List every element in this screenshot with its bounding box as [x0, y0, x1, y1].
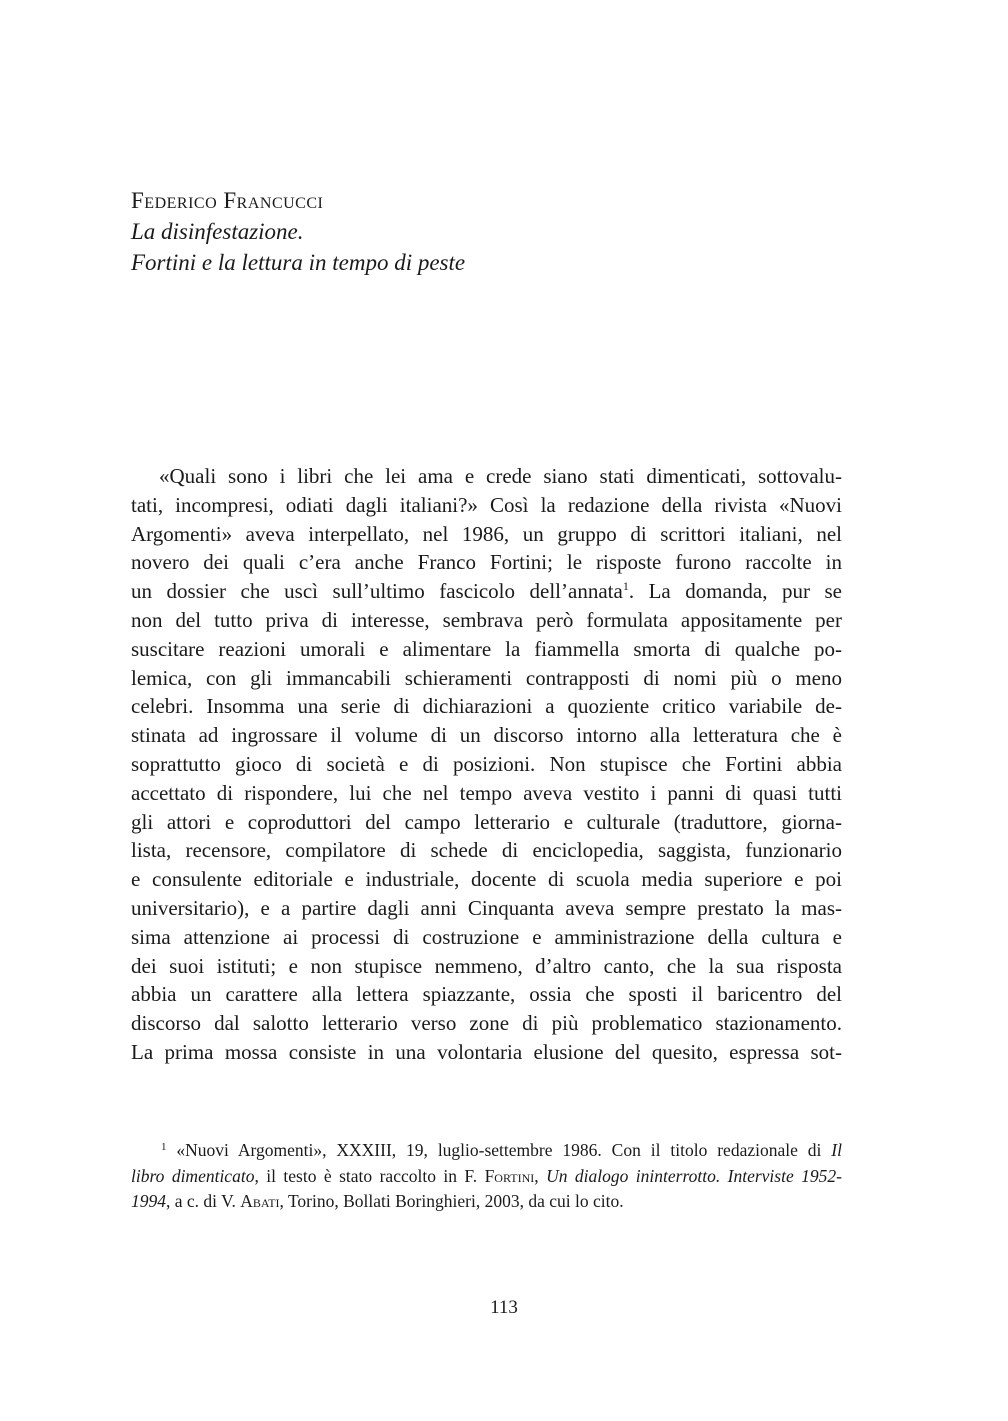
text-line: accettato di rispondere, lui che nel tempo aveva vestito i panni di quasi tutti: [131, 780, 842, 805]
footnote-line: [131, 1138, 842, 1164]
footnote-mark: 1: [161, 1141, 167, 1153]
text-line: tati, incompresi, odiati dagli italiani?» Così la redazione della rivista «Nuovi: [131, 492, 842, 517]
text-segment: , a c. di V.: [166, 1191, 241, 1211]
text-line: «Quali sono i libri che lei ama e crede siano stati dimenticati, sottovalu-: [159, 464, 842, 488]
article-title: La disinfestazione.: [131, 219, 304, 244]
text-segment: 1994: [131, 1191, 166, 1211]
footnote-line: [131, 1189, 842, 1215]
footnote: [131, 1138, 842, 1215]
text-line: stinata ad ingrossare il volume di un discorso intorno alla letteratura che è: [131, 723, 842, 748]
text-segment: «Nuovi Argomenti», XXXIII, 19, luglio-settembre 1986. Con il titolo redazionale di: [176, 1140, 832, 1160]
author-name: Federico Francucci: [131, 188, 324, 213]
text-line: lista, recensore, compilatore di schede di enciclopedia, saggista, funzionario: [131, 838, 842, 863]
text-line: e consulente editoriale e industriale, docente di scuola media superiore e poi: [131, 867, 842, 892]
text-line: [131, 577, 842, 606]
footnote-line: [131, 1164, 842, 1190]
text-line: La prima mossa consiste in una volontaria elusione del quesito, espressa sot-: [131, 1039, 842, 1064]
text-line: gli attori e coproduttori del campo letterario e culturale (traduttore, giorna-: [131, 809, 842, 834]
text-line: soprattutto gioco di società e di posizioni. Non stupisce che Fortini abbia: [131, 751, 842, 776]
text-line: dei suoi istituti; e non stupisce nemmeno, d’altro canto, che la sua risposta: [131, 953, 842, 978]
text-line: discorso dal salotto letterario verso zone di più problematico stazionamento.: [131, 1011, 842, 1036]
text-segment: Un dialogo ininterrotto. Interviste 1952-: [546, 1165, 842, 1186]
text-segment: ,: [534, 1165, 547, 1186]
text-line: universitario), e a partire dagli anni Cinquanta aveva sempre prestato la mas-: [131, 895, 842, 920]
article-header: [131, 186, 831, 278]
body-paragraph: [131, 462, 842, 1067]
text-line: novero dei quali c’era anche Franco Fortini; le risposte furono raccolte in: [131, 550, 842, 575]
text-segment: . La domanda, pur se: [628, 579, 842, 604]
text-line: lemica, con gli immancabili schieramenti contrapposti di nomi più o meno: [131, 665, 842, 690]
text-segment: libro dimenticato: [131, 1165, 255, 1186]
footnote-reference[interactable]: 1: [622, 579, 629, 594]
text-line: celebri. Insomma una serie di dichiarazioni a quoziente critico variabile de-: [131, 694, 842, 719]
text-line: suscitare reazioni umorali e alimentare la fiammella smorta di qualche po-: [131, 636, 842, 661]
text-line: abbia un carattere alla lettera spiazzante, ossia che sposti il baricentro del: [131, 982, 842, 1007]
text-segment: un dossier che uscì sull’ultimo fascicolo dell’annata: [131, 579, 623, 604]
text-segment: , il testo è stato raccolto in F.: [254, 1165, 485, 1186]
article-subtitle: Fortini e la lettura in tempo di peste: [131, 250, 466, 275]
text-line: non del tutto priva di interesse, sembrava però formulata appositamente per: [131, 607, 842, 632]
text-segment: Fortini: [484, 1165, 535, 1186]
text-segment: , Torino, Bollati Boringhieri, 2003, da cui lo cito.: [279, 1191, 624, 1211]
text-line: sima attenzione ai processi di costruzione e amministrazione della cultura e: [131, 924, 842, 949]
text-line: Argomenti» aveva interpellato, nel 1986, un gruppo di scrittori italiani, nel: [131, 521, 842, 546]
text-segment: Abati: [240, 1191, 280, 1211]
text-segment: Il: [831, 1140, 842, 1160]
page-number: 113: [490, 1297, 518, 1318]
